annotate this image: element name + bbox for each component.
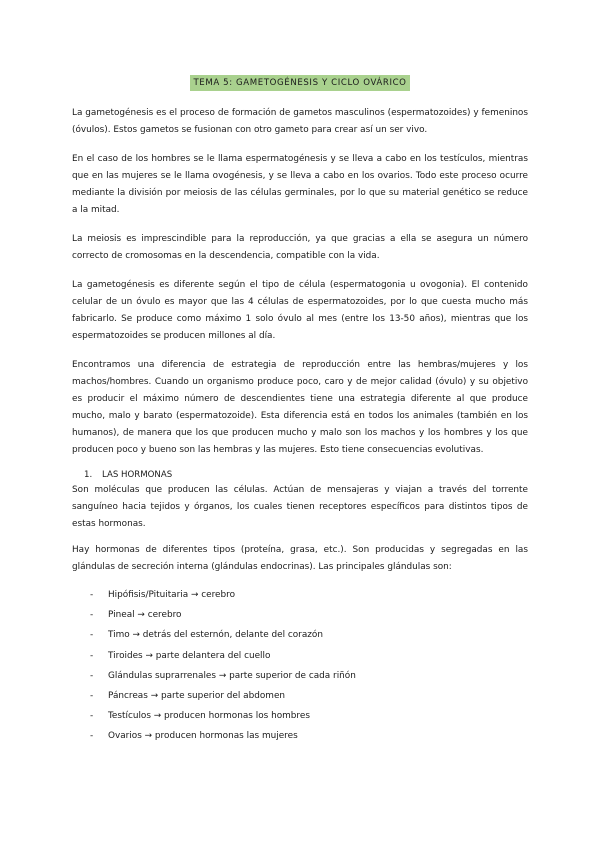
glands-list [72, 585, 528, 747]
section-paragraph-1: Son moléculas que producen las células. Actúan de mensajeras y viajan a través del torrente sanguíneo hacia tejidos y órganos, los cuales tienen receptores específicos para distintos tipos de estas hormonas. [72, 485, 528, 529]
list-item [72, 706, 528, 726]
bullet-dash: - [90, 590, 94, 600]
list-item-text: Pineal → cerebro [108, 610, 182, 621]
bullet-dash: - [90, 650, 94, 661]
list-item-text: Ovarios → producen hormonas las mujeres [108, 731, 298, 742]
bullet-dash: - [90, 610, 94, 621]
list-item [72, 646, 528, 666]
document-page [72, 70, 528, 747]
list-item-text: Timo → detrás del esternón, delante del corazón [108, 630, 323, 641]
document-title: TEMA 5: GAMETOGÉNESIS Y CICLO OVÁRICO [190, 75, 409, 91]
list-item-text: Páncreas → parte superior del abdomen [108, 691, 286, 702]
title-wrap [72, 70, 528, 91]
bullet-dash: - [90, 731, 94, 742]
section-heading [72, 468, 528, 482]
list-item [72, 625, 528, 645]
list-item [72, 666, 528, 686]
list-item [72, 605, 528, 625]
list-item [72, 686, 528, 706]
list-item-text: Testículos → producen hormonas los hombres [108, 711, 310, 722]
list-item-text: Hipófisis/Pituitaria → cerebro [108, 590, 236, 600]
paragraph-4: La gametogénesis es diferente según el tipo de célula (espermatogonia u ovogonia). El contenido celular de un óvulo es mayor que las 4 células de espermatozoides, por lo que cuesta mucho más fabricarlo. Se produce como máximo 1 solo óvulo al mes (entre los 13-50 años), mientras que los espermatozoides se producen millones al día. [72, 280, 528, 341]
section-paragraph-2: Hay hormonas de diferentes tipos (proteína, grasa, etc.). Son producidas y segregadas en las glándulas de secreción interna (glándulas endocrinas). Las principales glándulas son: [72, 545, 528, 572]
paragraph-1: La gametogénesis es el proceso de formación de gametos masculinos (espermatozoides) y femeninos (óvulos). Estos gametos se fusionan con otro gameto para crear así un ser vivo. [72, 108, 528, 135]
section-number: 1. [84, 470, 93, 480]
bullet-dash: - [90, 670, 94, 681]
bullet-dash: - [90, 691, 94, 702]
section-title: LAS HORMONAS [102, 470, 173, 480]
list-item [72, 585, 528, 605]
bullet-dash: - [90, 630, 94, 641]
list-item-text: Tiroides → parte delantera del cuello [108, 650, 271, 661]
list-item-text: Glándulas suprarrenales → parte superior de cada riñón [108, 670, 356, 681]
bullet-dash: - [90, 711, 94, 722]
paragraph-2: En el caso de los hombres se le llama espermatogénesis y se lleva a cabo en los testículos, mientras que en las mujeres se le llama ovogénesis, y se lleva a cabo en los ovarios. Todo este proceso ocurre mediante la división por meiosis de las células germinales, por lo que su material genético se reduce a la mitad. [72, 154, 528, 215]
paragraph-5: Encontramos una diferencia de estrategia de reproducción entre las hembras/mujeres y los machos/hombres. Cuando un organismo produce poco, caro y de mejor calidad (óvulo) y su objetivo es producir el máximo número de descendientes tiene una estrategia diferente al que produce mucho, malo y barato (espermatozoide). Esta diferencia está en todos los animales (también en los humanos), de manera que los que producen mucho y malo son los machos y los hombres y los que producen poco y bueno son las hembras y las mujeres. Esto tiene consecuencias evolutivas. [72, 360, 528, 455]
paragraph-3: La meiosis es imprescindible para la reproducción, ya que gracias a ella se asegura un número correcto de cromosomas en la descendencia, compatible con la vida. [72, 234, 528, 261]
list-item [72, 726, 528, 746]
